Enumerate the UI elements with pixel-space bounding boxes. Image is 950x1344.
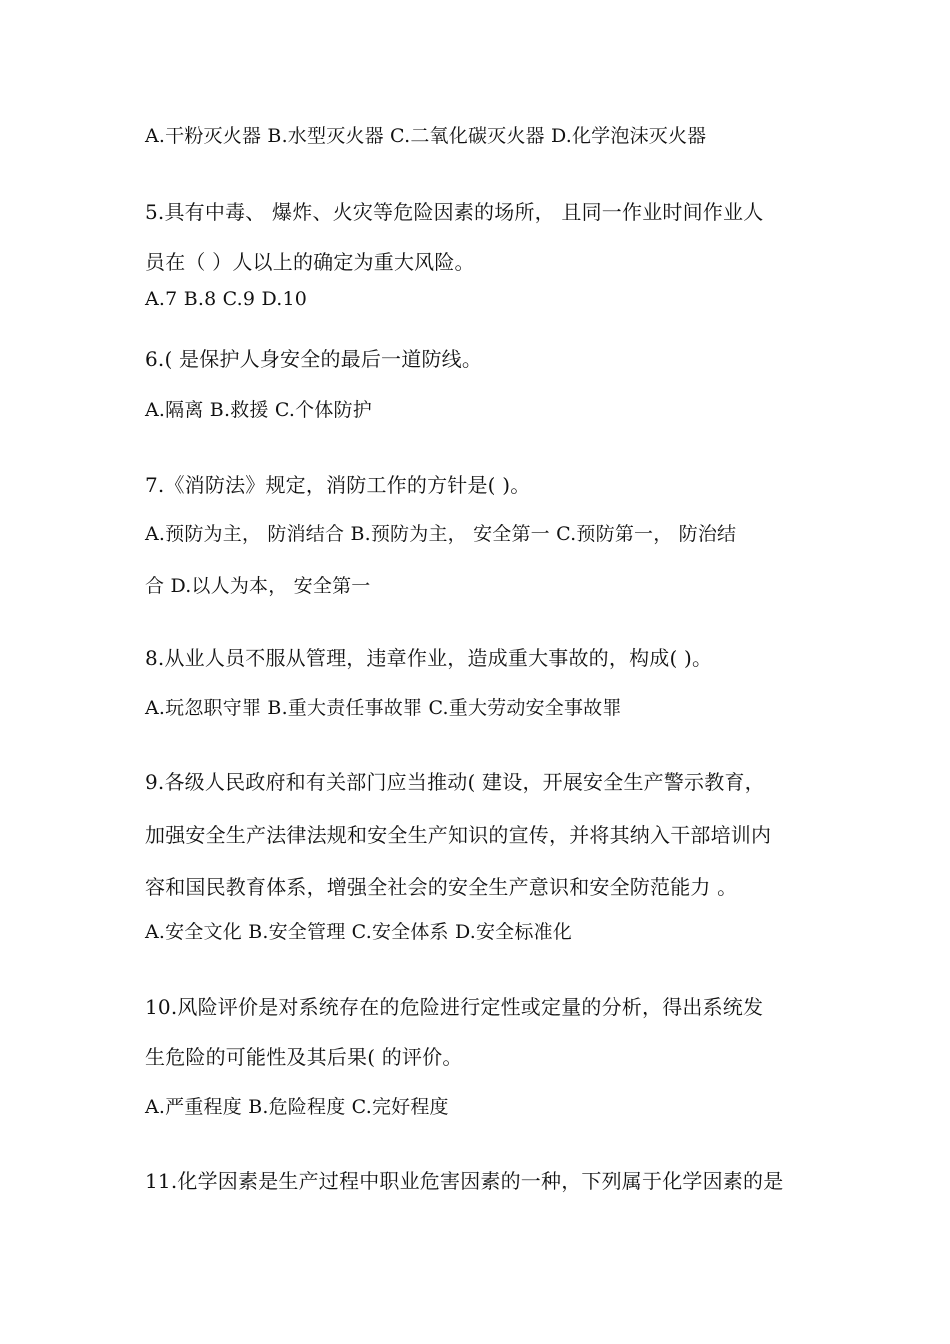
q8-options: A.玩忽职守罪 B.重大责任事故罪 C.重大劳动安全事故罪	[145, 697, 622, 719]
q7-options-line-1: A.预防为主， 防消结合 B.预防为主， 安全第一 C.预防第一， 防治结	[145, 523, 737, 545]
q6-options: A.隔离 B.救援 C.个体防护	[145, 399, 372, 421]
q5-text-line-2: 员在（ ）人以上的确定为重大风险。	[145, 250, 475, 274]
q9-options: A.安全文化 B.安全管理 C.安全体系 D.安全标准化	[145, 921, 572, 943]
q10-text-line-2: 生危险的可能性及其后果( 的评价。	[145, 1045, 463, 1069]
q7-text: 7.《消防法》规定，消防工作的方针是( )。	[145, 473, 531, 497]
q4-options: A.干粉灭火器 B.水型灭火器 C.二氧化碳灭火器 D.化学泡沫灭火器	[145, 125, 707, 147]
q10-options: A.严重程度 B.危险程度 C.完好程度	[145, 1096, 449, 1118]
q9-text-line-1: 9.各级人民政府和有关部门应当推动( 建设，开展安全生产警示教育，	[145, 770, 765, 794]
q8-text: 8.从业人员不服从管理，违章作业，造成重大事故的，构成( )。	[145, 646, 713, 670]
q9-text-line-3: 容和国民教育体系，增强全社会的安全生产意识和安全防范能力 。	[145, 875, 738, 899]
q9-text-line-2: 加强安全生产法律法规和安全生产知识的宣传，并将其纳入干部培训内	[145, 823, 772, 847]
q7-options-line-2: 合 D.以人为本， 安全第一	[145, 575, 371, 597]
q10-text-line-1: 10.风险评价是对系统存在的危险进行定性或定量的分析，得出系统发	[145, 995, 764, 1019]
q6-text: 6.( 是保护人身安全的最后一道防线。	[145, 347, 483, 371]
q5-options: A.7 B.8 C.9 D.10	[145, 288, 308, 310]
q11-text-line-1: 11.化学因素是生产过程中职业危害因素的一种，下列属于化学因素的是	[145, 1169, 784, 1193]
q5-text-line-1: 5.具有中毒、 爆炸、火灾等危险因素的场所， 且同一作业时间作业人	[145, 200, 764, 224]
